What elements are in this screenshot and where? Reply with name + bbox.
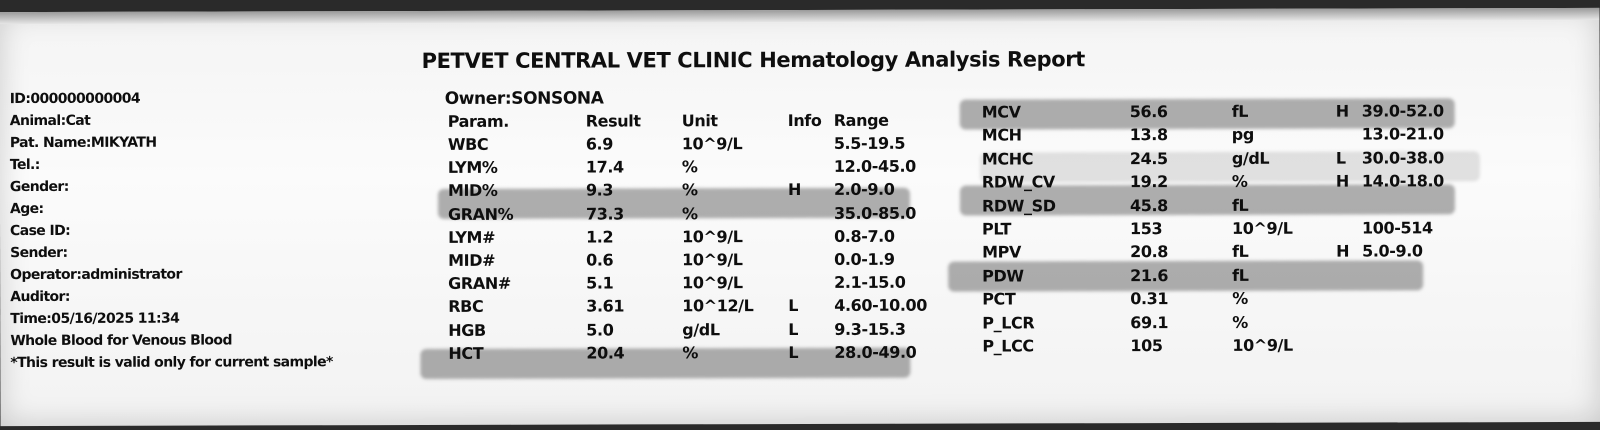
param-cell: MCHC [981, 149, 1034, 169]
result-cell: 13.8 [1129, 125, 1168, 145]
sample-type: Whole Blood for Venous Blood [10, 332, 232, 350]
param-cell: LYM% [447, 157, 498, 178]
validity-note: *This result is valid only for current sample* [10, 354, 333, 372]
unit-cell: % [681, 203, 698, 223]
result-cell: 1.2 [586, 227, 614, 247]
param-cell: MID# [448, 250, 496, 270]
result-cell: 9.3 [585, 180, 614, 200]
patient-animal: Animal:Cat [9, 112, 91, 130]
result-cell: 21.6 [1130, 265, 1169, 285]
unit-cell: % [1232, 312, 1248, 332]
paper-edge [0, 8, 1599, 24]
info-cell: H [1335, 171, 1349, 191]
result-cell: 6.9 [585, 134, 613, 154]
result-cell: 105 [1130, 336, 1163, 356]
range-cell: 28.0-49.0 [834, 342, 917, 362]
range-cell: 9.3-15.3 [834, 319, 906, 339]
result-cell: 153 [1130, 219, 1163, 239]
param-cell: GRAN% [447, 204, 514, 224]
range-cell: 100-514 [1362, 218, 1433, 238]
unit-cell: % [681, 157, 698, 177]
unit-cell: 10^9/L [682, 250, 743, 270]
unit-cell: fL [1232, 265, 1249, 285]
unit-cell: % [681, 180, 698, 200]
unit-cell: 10^12/L [682, 296, 754, 316]
patient-sender: Sender: [10, 244, 68, 262]
range-cell: 35.0-85.0 [833, 203, 917, 223]
param-cell: PDW [982, 266, 1024, 286]
param-cell: PLT [982, 219, 1012, 239]
patient-tel: Tel.: [9, 156, 40, 174]
unit-cell: fL [1231, 101, 1249, 121]
column-header: Range [833, 110, 889, 130]
result-cell: 19.2 [1129, 172, 1168, 192]
column-header: Result [585, 111, 641, 131]
param-cell: MCH [981, 125, 1022, 145]
column-header: Param. [447, 111, 509, 131]
patient-gender: Gender: [9, 178, 69, 196]
result-cell: 20.4 [586, 343, 625, 363]
unit-cell: 10^9/L [681, 134, 743, 154]
patient-operator: Operator:administrator [10, 266, 182, 284]
range-cell: 0.0-1.9 [834, 249, 895, 269]
unit-cell: % [1232, 289, 1248, 309]
range-cell: 2.0-9.0 [833, 180, 895, 200]
range-cell: 39.0-52.0 [1361, 101, 1444, 121]
info-cell: L [788, 342, 799, 362]
param-cell: MID% [447, 181, 498, 201]
result-cell: 24.5 [1129, 148, 1168, 168]
info-cell: H [1336, 241, 1350, 261]
info-cell: L [788, 296, 799, 316]
range-cell: 5.0-9.0 [1362, 241, 1423, 261]
result-cell: 5.1 [586, 273, 614, 293]
column-header: Unit [681, 111, 718, 131]
param-cell: LYM# [448, 227, 496, 247]
unit-cell: 10^9/L [682, 273, 743, 293]
param-cell: HCT [448, 343, 484, 363]
result-cell: 0.31 [1130, 289, 1169, 309]
range-cell: 30.0-38.0 [1361, 148, 1444, 168]
patient-time: Time:05/16/2025 11:34 [10, 310, 180, 328]
param-cell: RDW_CV [981, 172, 1055, 192]
range-cell: 14.0-18.0 [1361, 171, 1444, 191]
info-cell: H [1335, 101, 1349, 121]
param-cell: RBC [448, 297, 484, 317]
param-cell: MPV [982, 242, 1021, 262]
unit-cell: 10^9/L [682, 226, 743, 247]
result-cell: 20.8 [1130, 242, 1169, 262]
result-cell: 69.1 [1130, 312, 1169, 332]
param-cell: RDW_SD [981, 195, 1056, 216]
unit-cell: % [682, 343, 699, 363]
unit-cell: 10^9/L [1232, 335, 1293, 355]
patient-auditor: Auditor: [10, 288, 70, 306]
unit-cell: 10^9/L [1232, 218, 1293, 238]
unit-cell: fL [1231, 195, 1249, 215]
unit-cell: pg [1231, 125, 1254, 145]
report-title: PETVET CENTRAL VET CLINIC Hematology Analysis Report [421, 47, 1085, 73]
patient-info [10, 87, 333, 374]
unit-cell: fL [1232, 242, 1249, 262]
info-cell: H [787, 180, 801, 200]
range-cell: 13.0-21.0 [1361, 124, 1444, 144]
owner-line: Owner:SONSONA [444, 88, 604, 109]
result-cell: 56.6 [1129, 102, 1168, 122]
param-cell: GRAN# [448, 273, 511, 294]
patient-age: Age: [9, 200, 44, 218]
range-cell: 4.60-10.00 [834, 296, 927, 316]
result-cell: 45.8 [1129, 195, 1168, 215]
info-cell: L [788, 319, 799, 339]
unit-cell: g/dL [682, 319, 720, 339]
range-cell: 2.1-15.0 [834, 272, 906, 293]
param-cell: PCT [982, 289, 1016, 309]
result-cell: 5.0 [586, 320, 614, 340]
result-cell: 73.3 [585, 204, 624, 224]
range-cell: 0.8-7.0 [834, 226, 895, 246]
patient-id: ID:000000000004 [9, 90, 141, 108]
param-cell: MCV [981, 102, 1021, 122]
column-header: Info [787, 110, 822, 130]
param-cell: HGB [448, 320, 486, 340]
unit-cell: g/dL [1231, 148, 1270, 168]
patient-case-id: Case ID: [10, 222, 71, 240]
range-cell: 12.0-45.0 [833, 156, 916, 177]
result-cell: 17.4 [585, 157, 624, 177]
param-cell: P_LCR [982, 312, 1035, 333]
unit-cell: % [1231, 172, 1248, 192]
report-paper [0, 8, 1600, 426]
result-cell: 3.61 [586, 296, 625, 316]
param-cell: P_LCC [982, 336, 1034, 356]
patient-name: Pat. Name:MIKYATH [9, 134, 157, 152]
result-cell: 0.6 [586, 250, 614, 270]
param-cell: WBC [447, 134, 489, 154]
range-cell: 5.5-19.5 [833, 133, 906, 153]
info-cell: L [1335, 148, 1346, 168]
